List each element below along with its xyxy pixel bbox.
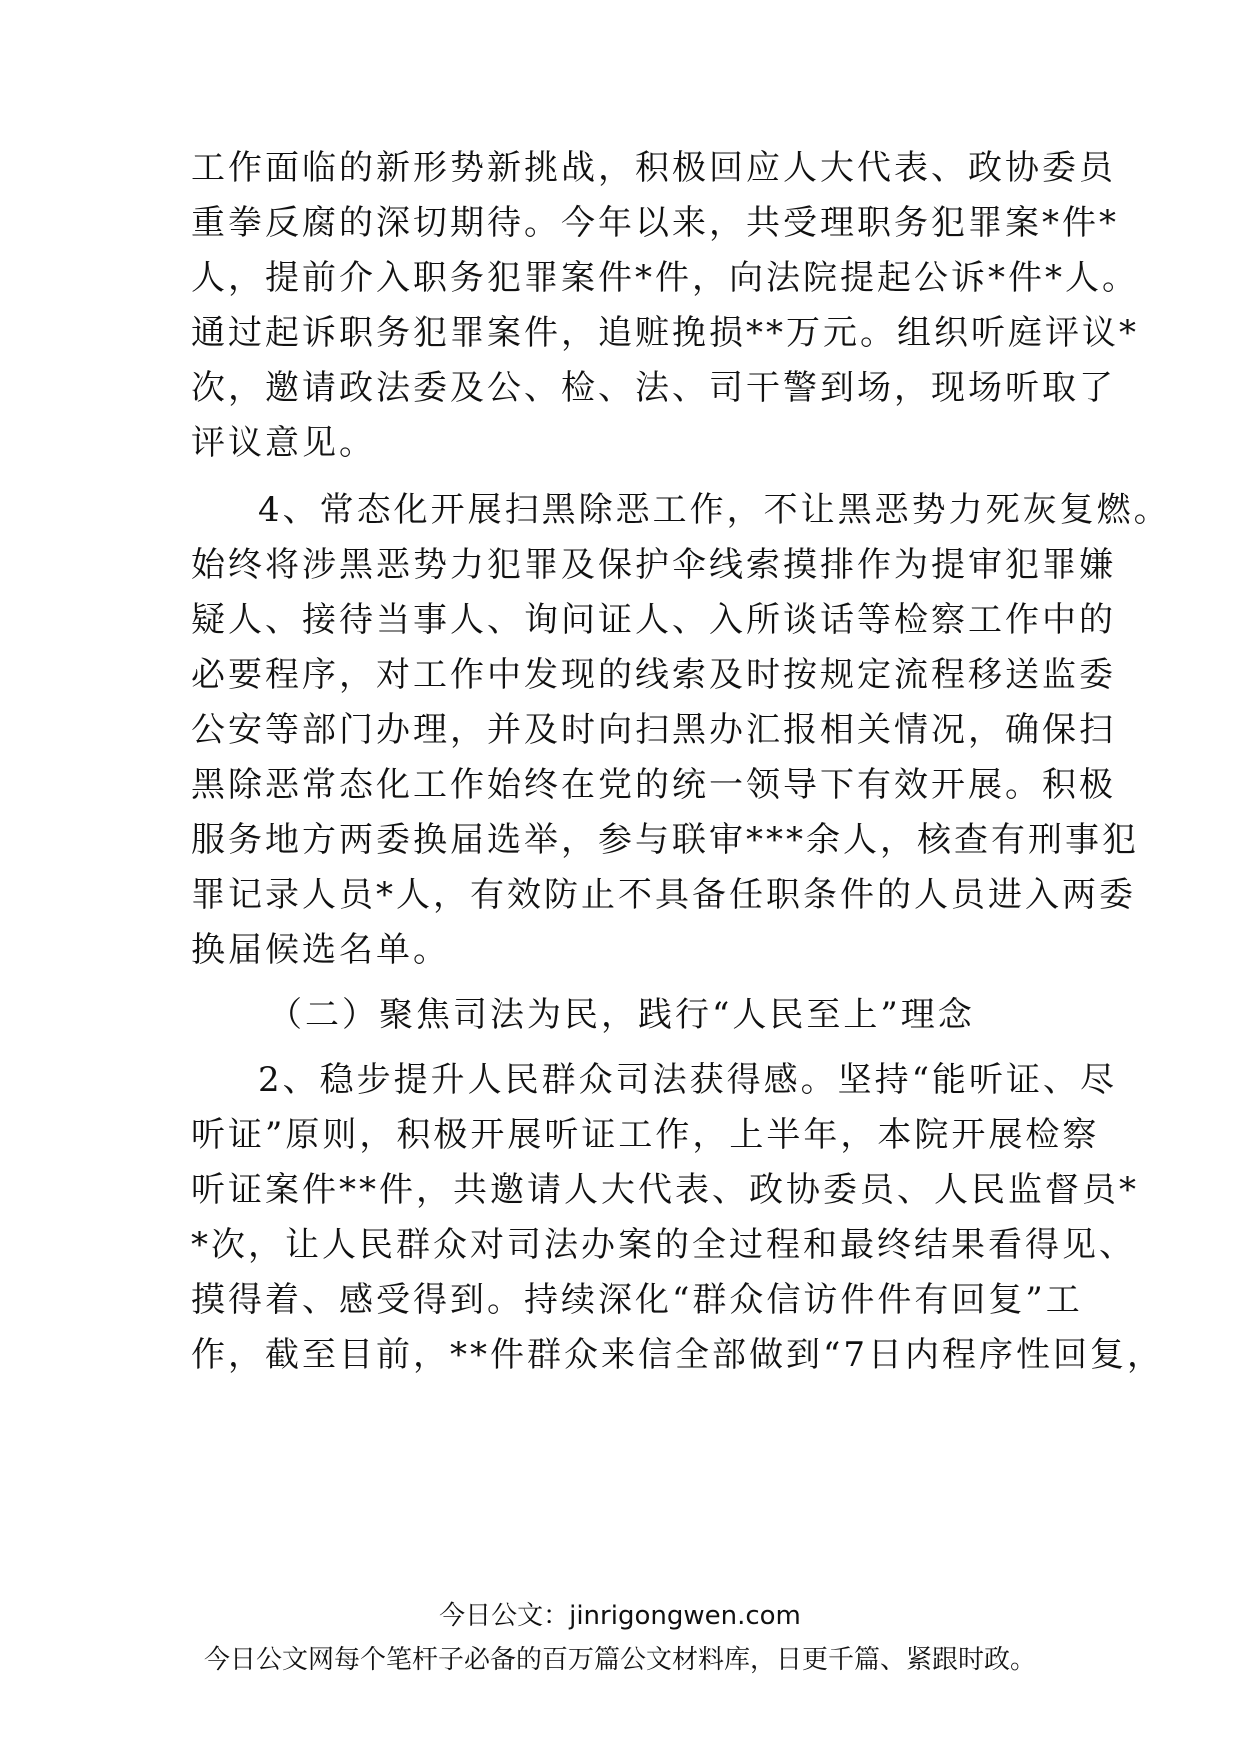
- paragraph-line: 2、稳步提升人民群众司法获得感。坚持“能听证、尽: [258, 1060, 1118, 1100]
- paragraph-line: 摸得着、感受得到。持续深化“群众信访件件有回复”工: [191, 1280, 1083, 1320]
- paragraph-line: 始终将涉黑恶势力犯罪及保护伞线索摸排作为提审犯罪嫌: [191, 545, 1116, 585]
- paragraph-line: 公安等部门办理，并及时向扫黑办汇报相关情况，确保扫: [191, 710, 1116, 750]
- paragraph-line: 黑除恶常态化工作始终在党的统一领导下有效开展。积极: [191, 765, 1116, 805]
- paragraph-line: 作，截至目前，**件群众来信全部做到“7日内程序性回复，: [191, 1335, 1165, 1375]
- paragraph-line: 疑人、接待当事人、询问证人、入所谈话等检察工作中的: [191, 600, 1116, 640]
- paragraph-line: *次，让人民群众对司法办案的全过程和最终结果看得见、: [191, 1225, 1136, 1265]
- paragraph-line: 人，提前介入职务犯罪案件*件，向法院提起公诉*件*人。: [191, 258, 1139, 298]
- paragraph-line: 服务地方两委换届选举，参与联审***余人，核查有刑事犯: [191, 820, 1139, 860]
- paragraph-line: 次，邀请政法委及公、检、法、司干警到场，现场听取了: [191, 368, 1116, 408]
- footer-site-link[interactable]: 今日公文：jinrigongwen.com: [439, 1601, 801, 1631]
- footer-tagline: 今日公文网每个笔杆子必备的百万篇公文材料库，日更千篇、紧跟时政。: [203, 1645, 1036, 1675]
- section-heading: （二）聚焦司法为民，践行“人民至上”理念: [268, 995, 975, 1035]
- paragraph-line: 罪记录人员*人，有效防止不具备任职条件的人员进入两委: [191, 875, 1136, 915]
- paragraph-line: 4、常态化开展扫黑除恶工作，不让黑恶势力死灰复燃。: [258, 490, 1171, 530]
- paragraph-line: 评议意见。: [191, 423, 376, 463]
- paragraph-line: 工作面临的新形势新挑战，积极回应人大代表、政协委员: [191, 148, 1116, 188]
- paragraph-line: 听证案件**件，共邀请人大代表、政协委员、人民监督员*: [191, 1170, 1139, 1210]
- paragraph-line: 听证”原则，积极开展听证工作，上半年，本院开展检察: [191, 1115, 1100, 1155]
- paragraph-line: 通过起诉职务犯罪案件，追赃挽损**万元。组织听庭评议*: [191, 313, 1139, 353]
- paragraph-line: 重拳反腐的深切期待。今年以来，共受理职务犯罪案*件*: [191, 203, 1119, 243]
- paragraph-line: 换届候选名单。: [191, 930, 450, 970]
- paragraph-line: 必要程序，对工作中发现的线索及时按规定流程移送监委: [191, 655, 1116, 695]
